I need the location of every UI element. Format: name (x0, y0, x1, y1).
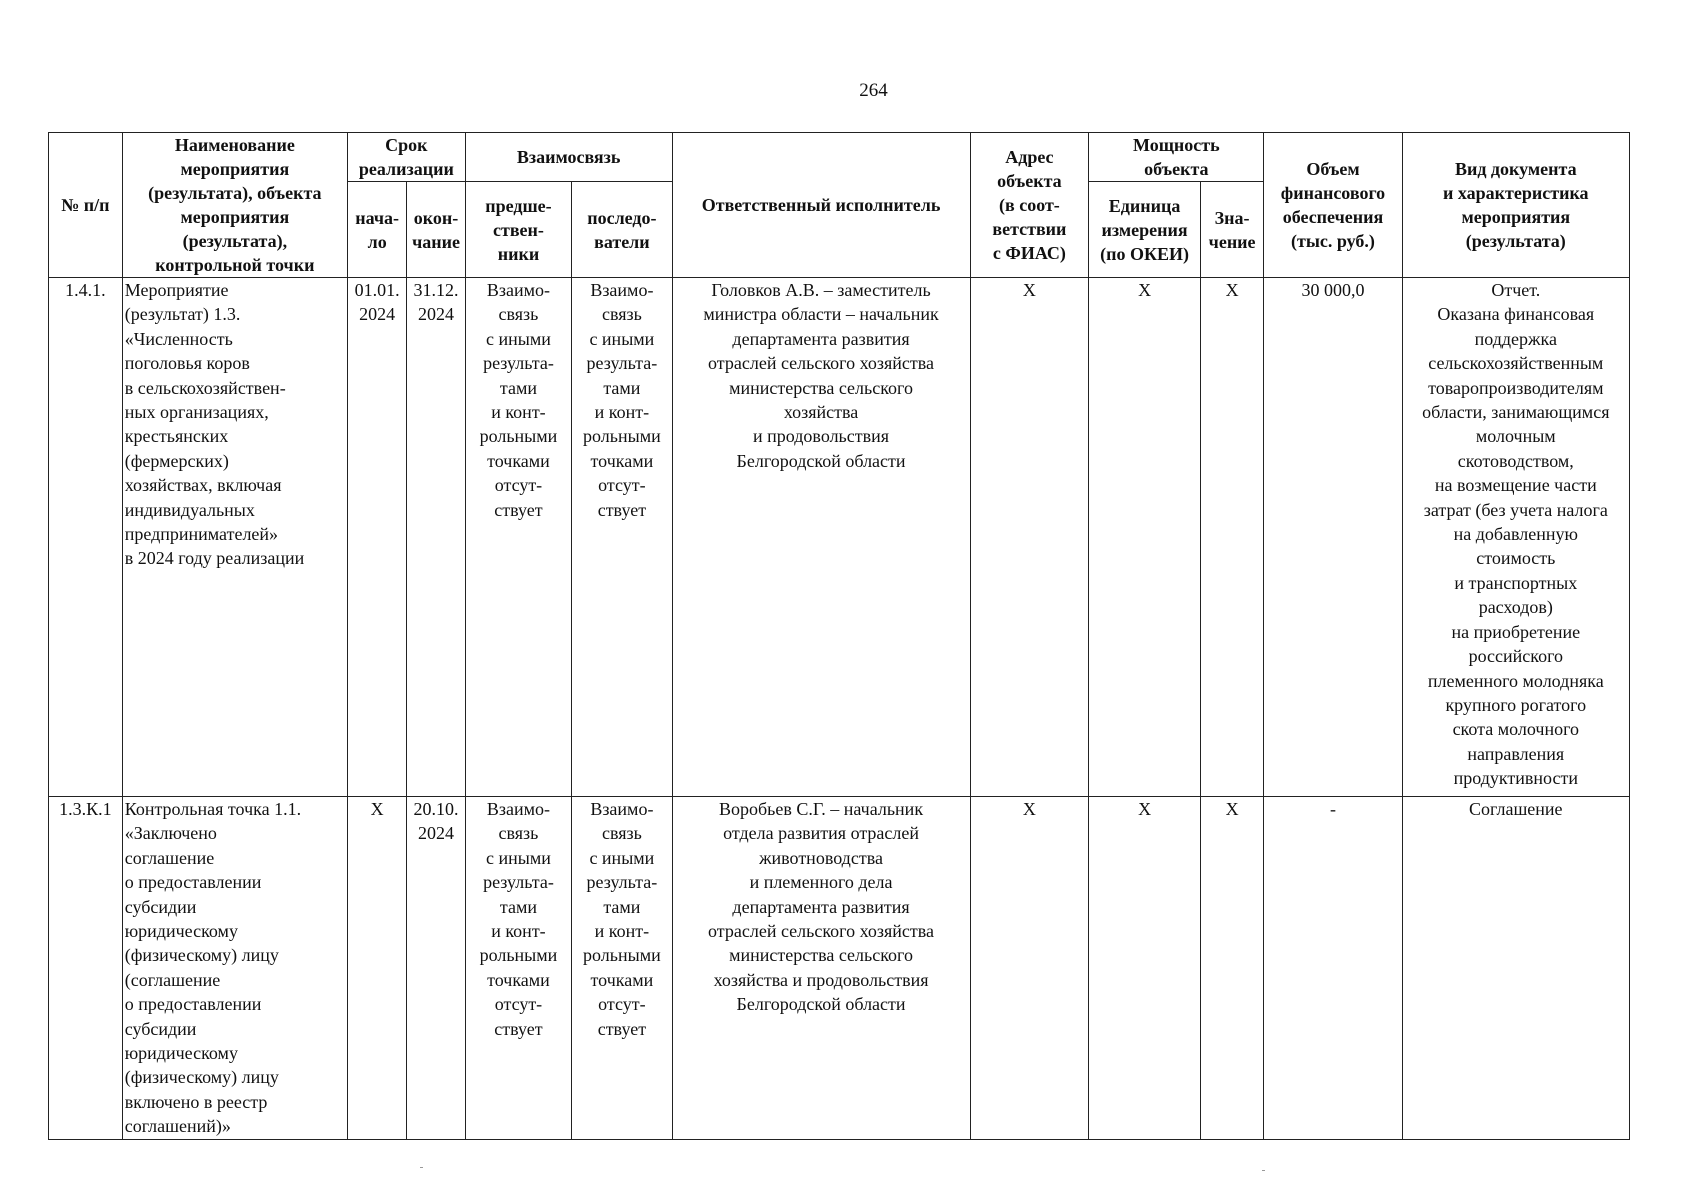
header-doc-type: Вид документа и характеристика мероприятия (результата) (1402, 133, 1629, 278)
cell-next: Взаимо- связь с иными результа- тами и конт- рольными точками отсут- ствует (572, 278, 672, 797)
header-capacity-unit: Единица измерения (по ОКЕИ) (1089, 182, 1201, 278)
header-term: Срок реализации (347, 133, 465, 182)
cell-address: X (970, 797, 1089, 1140)
cell-next: Взаимо- связь с иными результа- тами и конт- рольными точками отсут- ствует (572, 797, 672, 1140)
cell-prev: Взаимо- связь с иными результа- тами и конт- рольными точками отсут- ствует (465, 797, 571, 1140)
cell-name: Мероприятие (результат) 1.3. «Численность поголовья коров в сельскохозяйствен- ных организациях, крестьянских (фермерских) хозяйствах, включая индивидуальных предпринимателей» в 2024 году реализации (122, 278, 347, 797)
cell-funding: 30 000,0 (1264, 278, 1402, 797)
header-link-prev: предше- ствен- ники (465, 182, 571, 278)
header-num: № п/п (49, 133, 123, 278)
table-header (49, 133, 1630, 278)
cell-address: X (970, 278, 1089, 797)
cell-doc: Соглашение (1402, 797, 1629, 1140)
table-row (49, 797, 1630, 1140)
scan-speck (1262, 1170, 1265, 1171)
cell-start: 01.01. 2024 (347, 278, 406, 797)
events-table (48, 132, 1630, 1140)
header-term-start: нача- ло (347, 182, 406, 278)
cell-value: X (1200, 278, 1263, 797)
header-capacity: Мощность объекта (1089, 133, 1264, 182)
page-number: 264 (859, 80, 888, 101)
header-term-end: окон- чание (407, 182, 465, 278)
header-name: Наименование мероприятия (результата), объекта мероприятия (результата), контрольной точки (122, 133, 347, 278)
cell-name: Контрольная точка 1.1. «Заключено соглашение о предоставлении субсидии юридическому (физическому) лицу (соглашение о предоставлении субсидии юридическому (физическому) лицу включено в реестр соглашений)» (122, 797, 347, 1140)
cell-num: 1.4.1. (49, 278, 123, 797)
cell-unit: X (1089, 278, 1201, 797)
cell-responsible: Головков А.В. – заместитель министра области – начальник департамента развития отраслей сельского хозяйства министерства сельского хозяйства и продовольствия Белгородской области (672, 278, 970, 797)
cell-prev: Взаимо- связь с иными результа- тами и конт- рольными точками отсут- ствует (465, 278, 571, 797)
header-capacity-value: Зна- чение (1200, 182, 1263, 278)
cell-end: 20.10. 2024 (407, 797, 465, 1140)
header-funding: Объем финансового обеспечения (тыс. руб.) (1264, 133, 1402, 278)
cell-start: X (347, 797, 406, 1140)
header-link-next: последо- ватели (572, 182, 672, 278)
header-responsible: Ответственный исполнитель (672, 133, 970, 278)
table-row (49, 278, 1630, 797)
cell-end: 31.12. 2024 (407, 278, 465, 797)
header-address: Адрес объекта (в соот- ветствии с ФИАС) (970, 133, 1089, 278)
cell-unit: X (1089, 797, 1201, 1140)
cell-responsible: Воробьев С.Г. – начальник отдела развития отраслей животноводства и племенного дела департамента развития отраслей сельского хозяйства министерства сельского хозяйства и продовольствия Белгородской области (672, 797, 970, 1140)
cell-doc: Отчет. Оказана финансовая поддержка сельскохозяйственным товаропроизводителям области, занимающимся молочным скотоводством, на возмещение части затрат (без учета налога на добавленную стоимость и транспортных расходов) на приобретение российского племенного молодняка крупного рогатого скота молочного направления продуктивности (1402, 278, 1629, 797)
cell-value: X (1200, 797, 1263, 1140)
scan-speck (420, 1167, 423, 1168)
cell-num: 1.3.К.1 (49, 797, 123, 1140)
header-link: Взаимосвязь (465, 133, 672, 182)
cell-funding: - (1264, 797, 1402, 1140)
